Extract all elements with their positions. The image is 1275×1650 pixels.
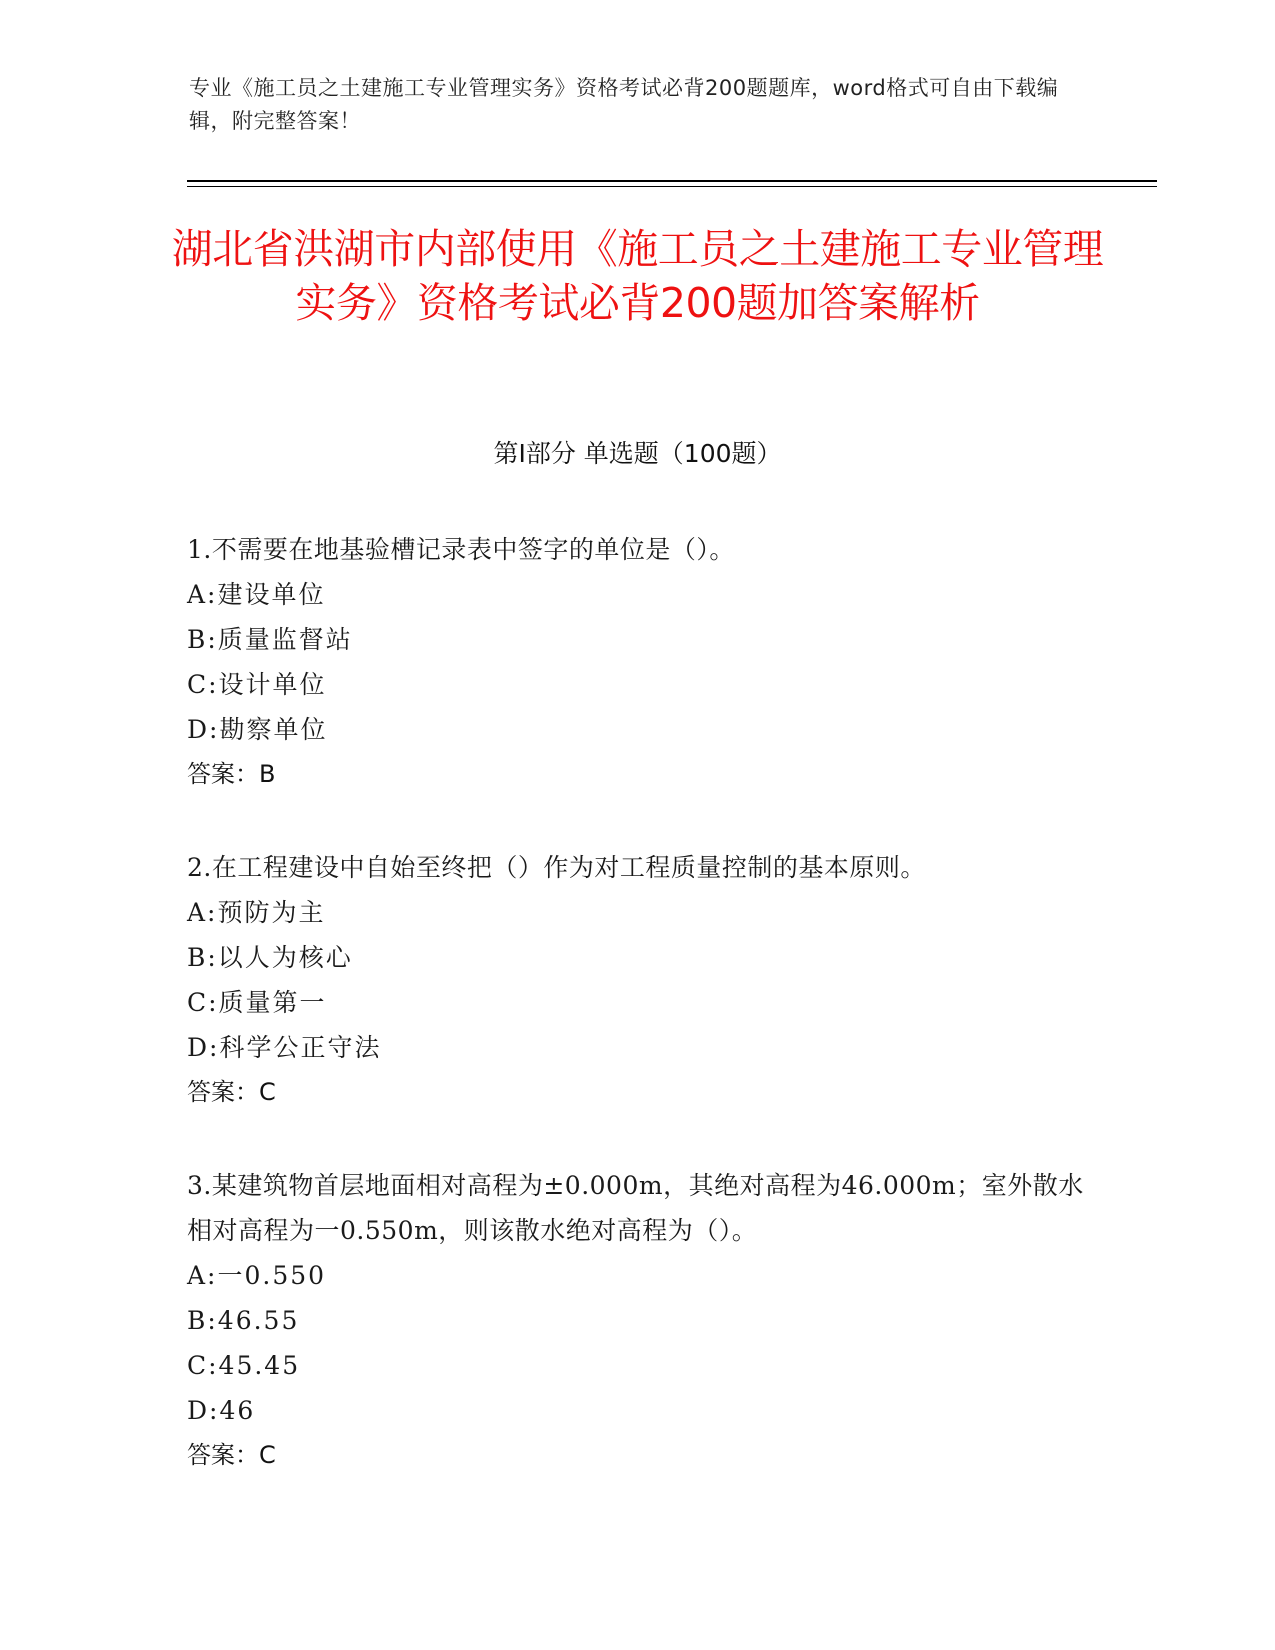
question-1 — [187, 527, 1087, 797]
option-c: C:设计单位 — [187, 670, 327, 699]
question-3 — [187, 1163, 1087, 1478]
option-b: B:质量监督站 — [187, 625, 353, 654]
question-stem: 2.在工程建设中自始至终把（）作为对工程质量控制的基本原则。 — [187, 853, 926, 882]
option-c: C:质量第一 — [187, 988, 327, 1017]
option-d: D:46 — [187, 1396, 256, 1425]
option-a: A:建设单位 — [187, 580, 326, 609]
answer: 答案：C — [187, 1078, 276, 1106]
header-divider-thick — [187, 180, 1157, 182]
option-b: B:以人为核心 — [187, 943, 353, 972]
option-b: B:46.55 — [187, 1306, 300, 1335]
option-d: D:科学公正守法 — [187, 1033, 382, 1062]
section-heading: 第Ⅰ部分 单选题（100题） — [493, 439, 782, 468]
option-a: A:预防为主 — [187, 898, 326, 927]
option-c: C:45.45 — [187, 1351, 301, 1380]
header-note: 专业《施工员之土建施工专业管理实务》资格考试必背200题题库，word格式可自由下载编辑，附完整答案！ — [189, 76, 1059, 133]
question-stem: 3.某建筑物首层地面相对高程为±0.000m，其绝对高程为46.000m；室外散水相对高程为一0.550m，则该散水绝对高程为（）。 — [187, 1171, 1084, 1245]
answer: 答案：B — [187, 760, 276, 788]
option-d: D:勘察单位 — [187, 715, 328, 744]
question-2 — [187, 845, 1087, 1115]
option-a: A:一0.550 — [187, 1261, 327, 1290]
document-title: 湖北省洪湖市内部使用《施工员之土建施工专业管理实务》资格考试必背200题加答案解析 — [171, 225, 1104, 327]
header-divider-thin — [187, 186, 1157, 187]
question-stem: 1.不需要在地基验槽记录表中签字的单位是（）。 — [187, 535, 735, 564]
answer: 答案：C — [187, 1441, 276, 1469]
